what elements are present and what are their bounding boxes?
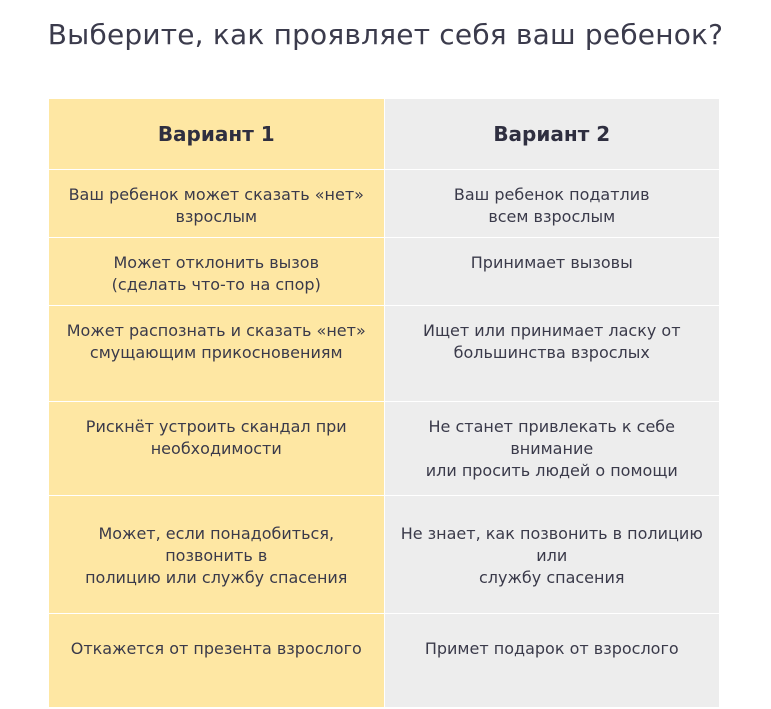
option-1-cell xyxy=(49,614,384,708)
cell-text: Принимает вызовы xyxy=(470,253,633,272)
cell-text: Может, если понадобиться, позвонить в полицию или службу спасения xyxy=(85,524,348,587)
option-1-cell xyxy=(49,170,384,238)
table-row xyxy=(49,402,719,496)
option-1-cell xyxy=(49,306,384,402)
option-2-cell xyxy=(384,402,719,496)
option-1-cell xyxy=(49,238,384,306)
cell-text: Может отклонить вызов (сделать что-то на спор) xyxy=(111,253,321,294)
cell-text: Откажется от презента взрослого xyxy=(70,639,362,658)
table-row xyxy=(49,496,719,614)
table-row xyxy=(49,170,719,238)
cell-text: Может распознать и сказать «нет» смущающим прикосновениям xyxy=(66,321,366,362)
option-1-cell xyxy=(49,496,384,614)
cell-text: Ваш ребенок податлив всем взрослым xyxy=(453,185,650,226)
cell-text: Не станет привлекать к себе внимание или просить людей о помощи xyxy=(425,417,678,480)
page-title: Выберите, как проявляет себя ваш ребенок? xyxy=(47,18,724,51)
option-2-cell xyxy=(384,238,719,306)
comparison-table xyxy=(49,99,719,707)
cell-text: Примет подарок от взрослого xyxy=(424,639,679,658)
table-row xyxy=(49,306,719,402)
option-2-cell xyxy=(384,614,719,708)
option-2-cell xyxy=(384,306,719,402)
option-2-header: Вариант 2 xyxy=(384,99,719,170)
option-1-cell xyxy=(49,402,384,496)
option-2-cell xyxy=(384,170,719,238)
table-row xyxy=(49,238,719,306)
cell-text: Ваш ребенок может сказать «нет» взрослым xyxy=(68,185,364,226)
option-1-header: Вариант 1 xyxy=(49,99,384,170)
cell-text: Не знает, как позвонить в полицию или службу спасения xyxy=(400,524,703,587)
option-2-cell xyxy=(384,496,719,614)
cell-text: Ищет или принимает ласку от большинства взрослых xyxy=(422,321,681,362)
table-row xyxy=(49,614,719,708)
table-header-row xyxy=(49,99,719,170)
cell-text: Рискнёт устроить скандал при необходимости xyxy=(85,417,347,458)
